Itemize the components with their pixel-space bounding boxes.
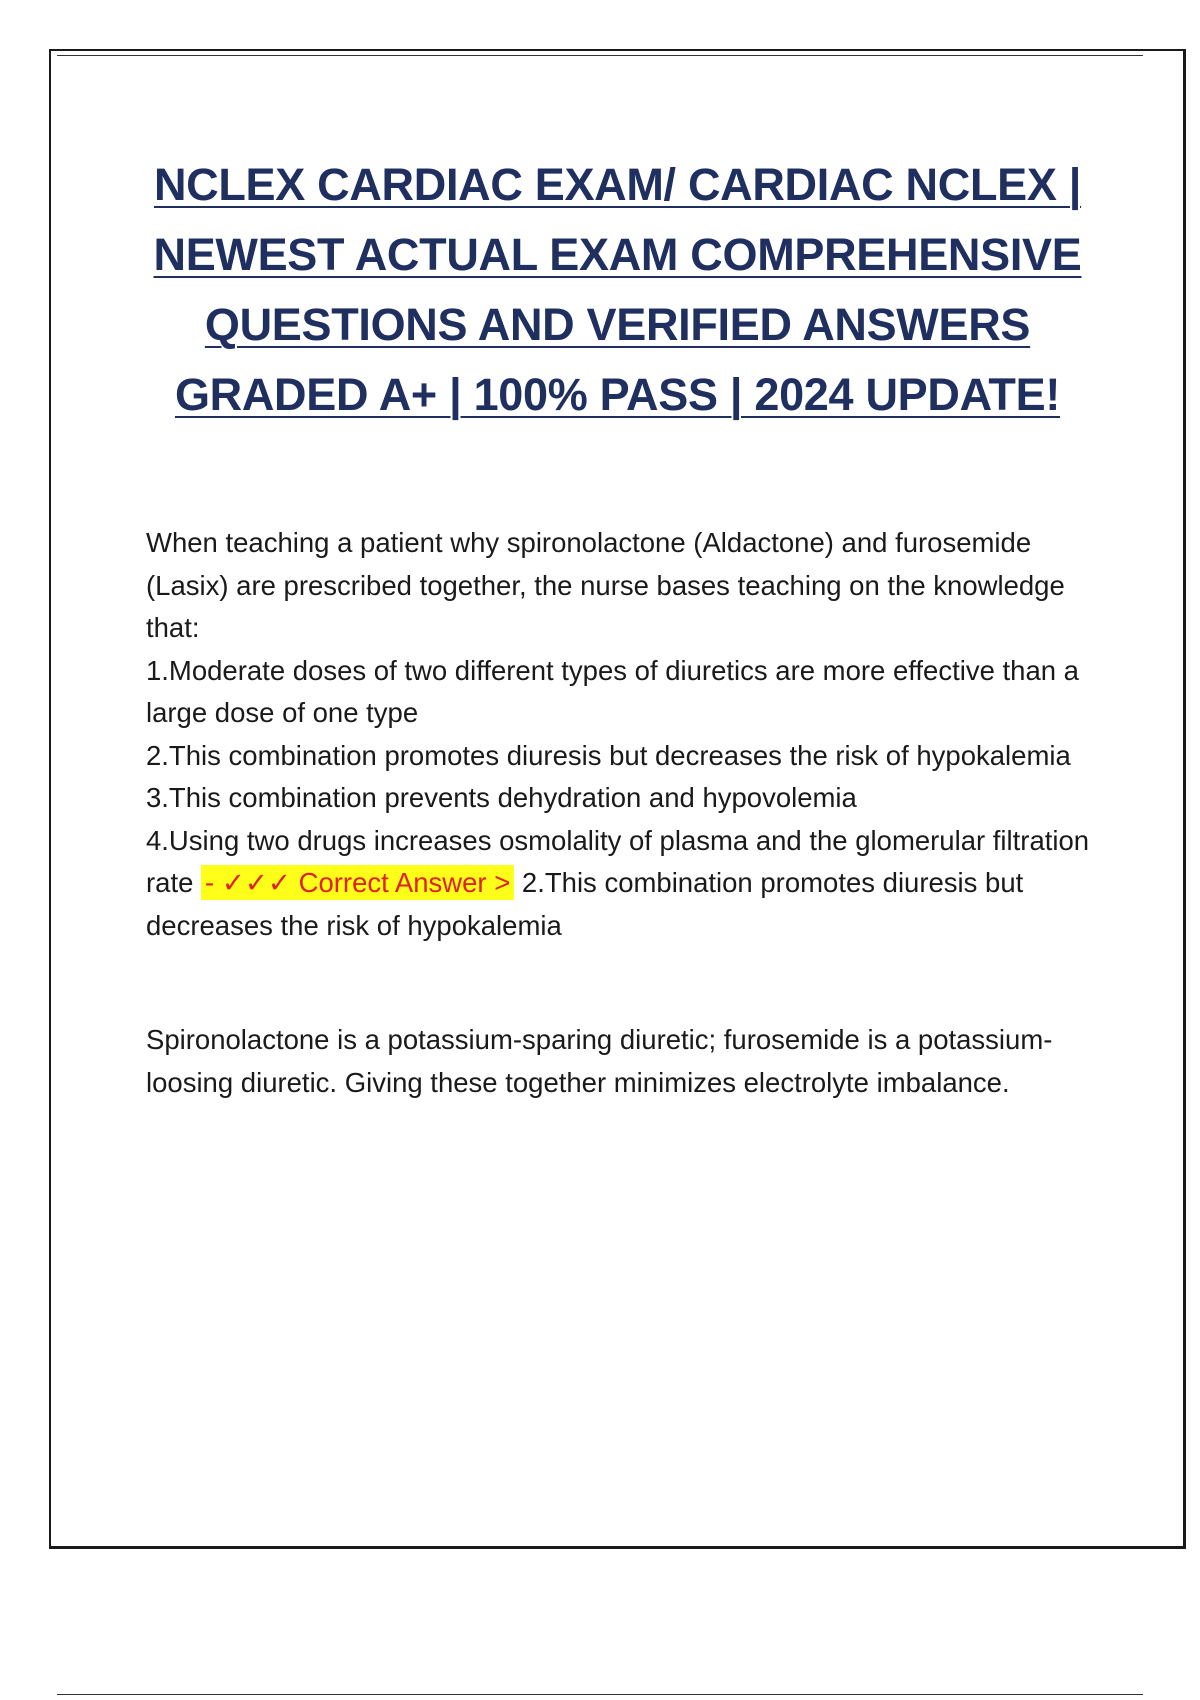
- option-2: 2.This combination promotes diuresis but decreases the risk of hypokalemia: [146, 739, 1071, 771]
- option-1: 1.Moderate doses of two different types of diuretics are more effective than a large dose of one type: [146, 654, 1079, 728]
- option-3: 3.This combination prevents dehydration and hypovolemia: [146, 782, 857, 813]
- bottom-rule: [57, 1694, 1143, 1695]
- correct-answer-tag: - ✓✓✓ Correct Answer >: [201, 865, 514, 900]
- document-title: [120, 150, 1115, 430]
- correct-answer-text: 2.This combination promotes diuresis but decreases the risk of hypokalemia: [146, 867, 1024, 941]
- option-4-with-answer: [146, 820, 1106, 948]
- top-rule: [57, 55, 1143, 56]
- question-text: When teaching a patient why spironolactone (Aldactone) and furosemide (Lasix) are prescribed together, the nurse bases teaching on the knowledge that:: [146, 527, 1065, 643]
- question-block: [146, 522, 1106, 1104]
- rationale-text: Spironolactone is a potassium-sparing diuretic; furosemide is a potassium-loosing diuretic. Giving these together minimizes electrolyte imbalance.: [146, 1024, 1053, 1098]
- option-4: 4.Using two drugs increases osmolality of plasma and the glomerular filtration rate: [146, 824, 1090, 898]
- document-title-text: NCLEX CARDIAC EXAM/ CARDIAC NCLEX | NEWEST ACTUAL EXAM COMPREHENSIVE QUESTIONS AND VERIFIED ANSWERS GRADED A+ | 100% PASS | 2024 UPDATE!: [153, 159, 1082, 420]
